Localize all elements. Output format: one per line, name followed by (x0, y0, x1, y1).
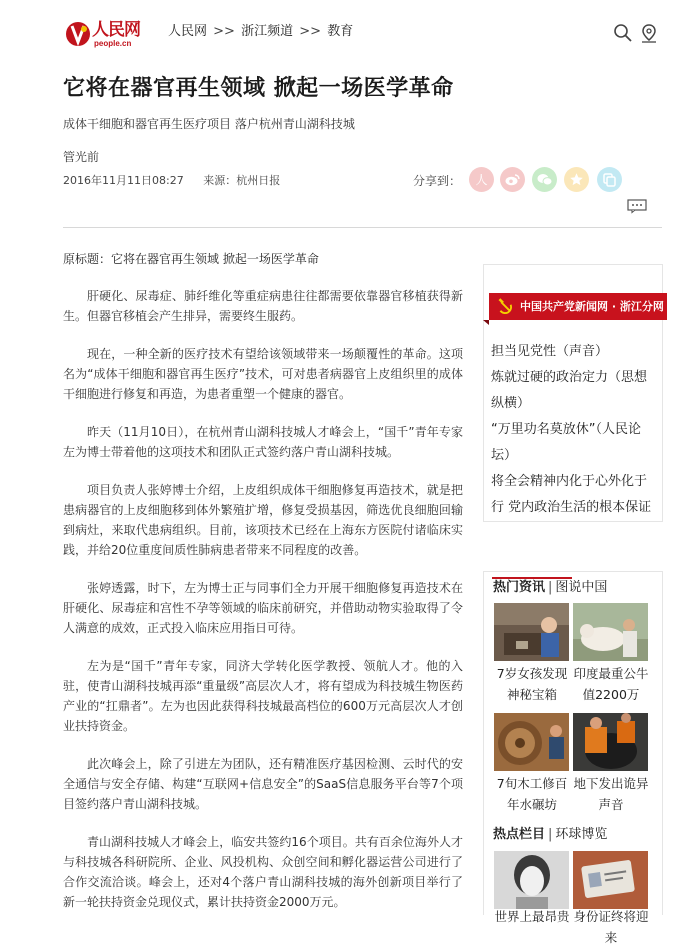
photo-watermill-icon[interactable] (494, 713, 569, 771)
party-news-list (491, 339, 659, 521)
article-paragraph: 此次峰会上，除了引进左为团队，还有精准医疗基因检测、云时代的安全通信与安全存储、构建“互联网+信息安全”的SaaS信息服务平台等7个项目签约落户青山湖科技城。 (63, 757, 463, 811)
hot-news-caption[interactable]: 7旬木工修百年水碾坊 (496, 776, 568, 812)
people-logo-icon: 人 (475, 172, 488, 187)
copy-icon (603, 173, 616, 187)
wechat-icon (537, 173, 553, 186)
logo-emblem-icon (64, 20, 92, 48)
hot-news-caption[interactable]: 印度最重公牛值2200万 (573, 666, 649, 702)
hot-news-header: 热门资讯 | 图说中国 (493, 580, 608, 595)
article-author: 管光前 (63, 150, 100, 164)
share-label: 分享到： (413, 174, 462, 188)
location-pin-icon[interactable] (639, 23, 659, 43)
article-paragraph: 左为是“国千”青年专家，同济大学转化医学教授、领航人才。他的入驻，使青山湖科技城再添“重量级”高层次人才，将有望成为科技城生物医药产业的“扛鼎者”。左为也因此获得科技城最高档位的600万元高层次人才创业扶持资金。 (63, 659, 463, 733)
hot-news-caption[interactable]: 地下发出诡异声音 (573, 776, 649, 812)
party-news-item[interactable]: “万里功名莫放休”（人民论坛） (491, 422, 641, 463)
breadcrumb-zhejiang[interactable]: 浙江频道 (241, 24, 294, 39)
share-people-button[interactable] (469, 167, 494, 192)
search-icon[interactable] (613, 23, 633, 43)
article-paragraph: 青山湖科技城人才峰会上，临安共签约16个项目。共有百余位海外人才与科技城各科研院所、企业、风投机构、众创空间和孵化器运营公司进行了合作交流洽谈。峰会上，还对4个落户青山湖科技城的海外创新项目举行了新一轮扶持资金兑现仪式，累计扶持资金2000万元。 (63, 835, 463, 909)
article-title: 它将在器官再生领域 掀起一场医学革命 (63, 76, 454, 101)
share-weibo-button[interactable] (500, 167, 525, 192)
photo-girl-treasure-icon[interactable] (494, 603, 569, 661)
photo-underground-icon[interactable] (573, 713, 648, 771)
share-qzone-button[interactable] (564, 167, 589, 192)
picture-china-tab[interactable]: 图说中国 (555, 580, 608, 595)
article-paragraph: 昨天（11月10日），在杭州青山湖科技城人才峰会上，“国千”青年专家左为博士带着他的这项技术和团队正式签约落户青山湖科技城。 (63, 425, 463, 459)
hammer-sickle-icon (497, 298, 514, 315)
photo-bull-icon[interactable] (573, 603, 648, 661)
global-expo-tab[interactable]: 环球博览 (555, 827, 608, 842)
people-cn-logo[interactable] (64, 20, 142, 48)
breadcrumb (168, 22, 353, 42)
logo-text: 人民网 (92, 20, 140, 40)
hot-column-tab[interactable]: 热点栏目 (493, 827, 546, 842)
photo-idcard-icon[interactable] (573, 851, 648, 909)
publish-date: 2016年11月11日08:27 (63, 174, 184, 187)
article-paragraph: 张婷透露，时下，左为博士正与同事们全力开展干细胞修复再造技术在肝硬化、尿毒症和宫性不孕等领域的临床前研究，并借助动物实验取得了令人满意的成效，正式投入临床应用指日可待。 (63, 581, 463, 635)
comment-icon[interactable] (627, 199, 647, 213)
star-icon (569, 172, 584, 187)
copy-link-button[interactable] (597, 167, 622, 192)
hot-column-caption[interactable]: 身份证终将迎来 (573, 909, 649, 945)
header-divider (63, 227, 662, 228)
hot-column-header: 热点栏目 | 环球博览 (493, 827, 608, 842)
party-news-banner[interactable] (489, 293, 667, 320)
article-meta (63, 172, 280, 190)
logo-domain: people.cn (94, 39, 132, 48)
party-news-banner-text: 中国共产党新闻网 · 浙江分网 (520, 300, 664, 313)
article-paragraph: 现在，一种全新的医疗技术有望给该领域带来一场颠覆性的革命。这项名为“成体干细胞和器官再生医疗”技术，可对患者病器官上皮组织里的成体干细胞进行修复和再造，为患者重塑一个健康的器官。 (63, 347, 463, 401)
party-news-item[interactable]: 将全会精神内化于心外化于行 党内政治生活的根本保证 (491, 474, 652, 515)
article-source: 来源：杭州日报 (203, 174, 281, 187)
article-paragraph: 肝硬化、尿毒症、肺纤维化等重症病患往往都需要依靠器官移植获得新生。但器官移植会产生排异，需要终生服药。 (63, 289, 463, 323)
breadcrumb-education[interactable]: 教育 (327, 24, 354, 39)
hot-news-caption[interactable]: 7岁女孩发现神秘宝箱 (496, 666, 568, 702)
tab-underline (492, 577, 572, 579)
original-title: 原标题：它将在器官再生领域 掀起一场医学革命 (63, 252, 319, 266)
hot-news-tab[interactable]: 热门资讯 (493, 580, 546, 595)
article-body (63, 286, 463, 930)
share-wechat-button[interactable] (532, 167, 557, 192)
breadcrumb-separator: >> (213, 24, 235, 39)
breadcrumb-separator: >> (299, 24, 322, 39)
photo-portrait-icon[interactable] (494, 851, 569, 909)
weibo-icon (505, 173, 520, 186)
breadcrumb-home[interactable]: 人民网 (168, 24, 208, 39)
article-paragraph: 项目负责人张婷博士介绍，上皮组织成体干细胞修复再造技术，就是把患病器官的上皮细胞移到体外繁殖扩增，修复受损基因，筛选优良细胞回输到病灶，来取代患病组织。目前，该项技术已经在上海东方医院付诸临床实践，并给20位重度间质性肺病患者带来不同程度的改善。 (63, 483, 463, 557)
hot-column-caption[interactable]: 世界上最昂贵 (494, 909, 570, 924)
article-subtitle: 成体干细胞和器官再生医疗项目 落户杭州青山湖科技城 (63, 117, 355, 131)
party-news-item[interactable]: 担当见党性（声音） (491, 344, 609, 359)
party-news-item[interactable]: 炼就过硬的政治定力（思想纵横） (491, 370, 648, 411)
